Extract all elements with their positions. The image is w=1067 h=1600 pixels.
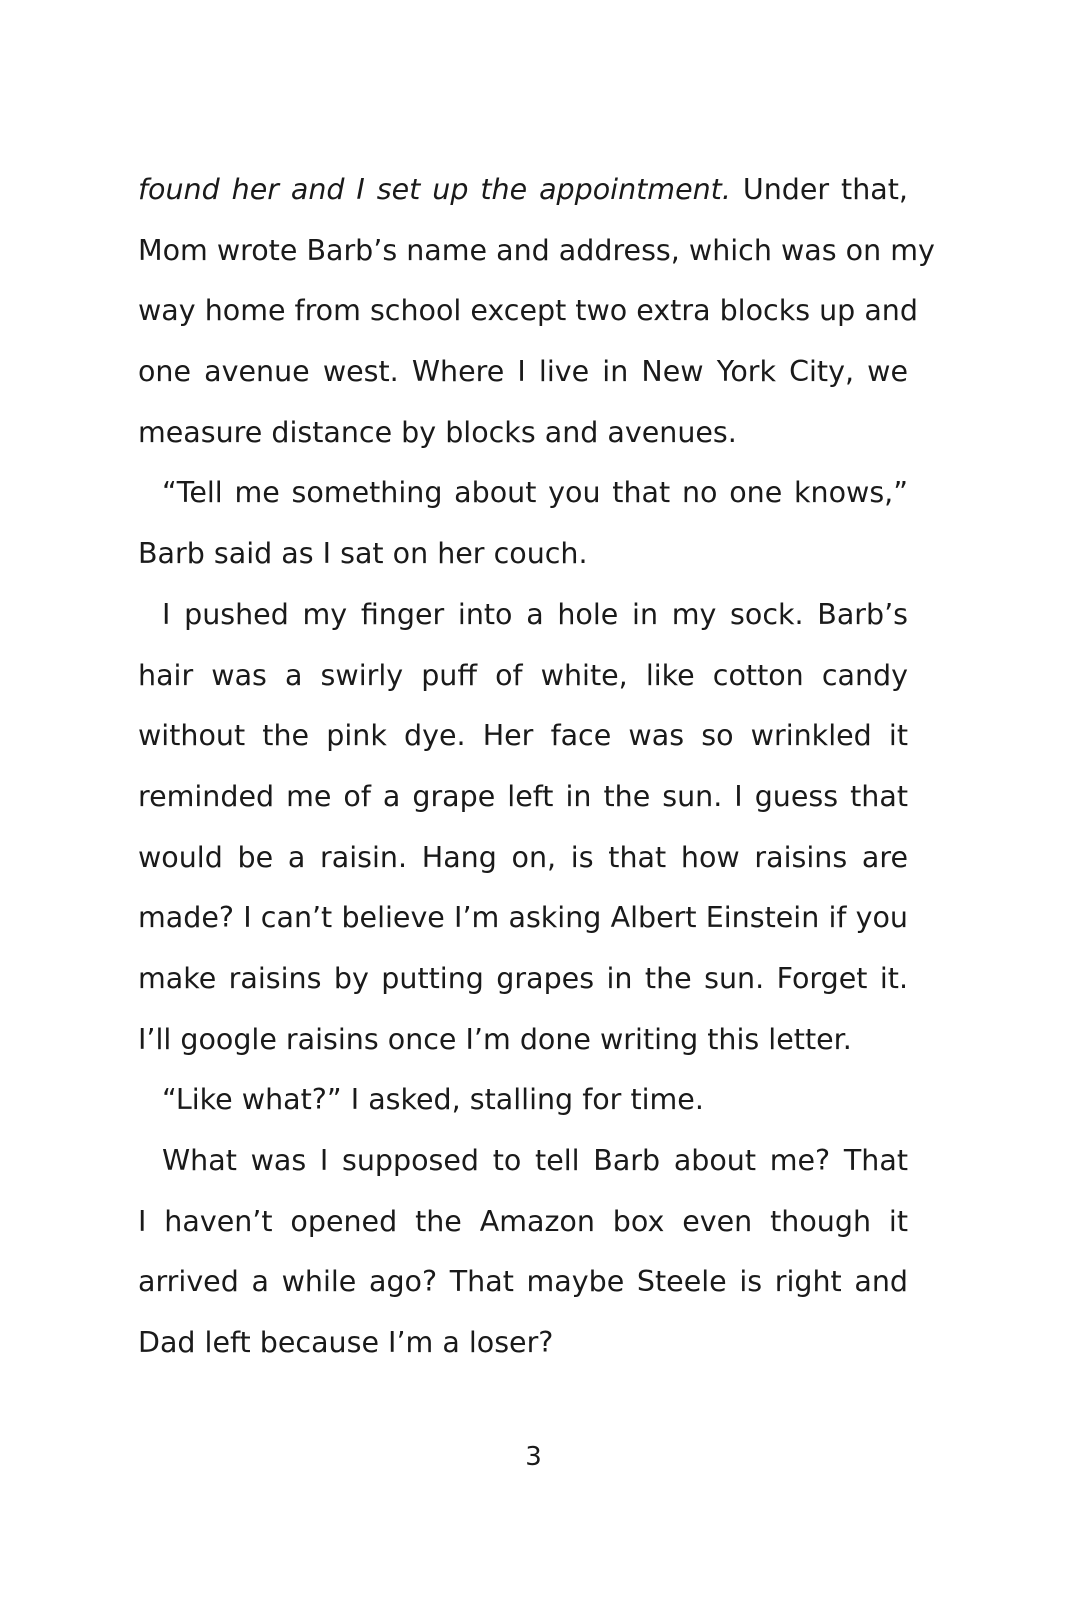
text-line: Barb said as I sat on her couch. (138, 537, 588, 571)
line-text: Under that, (730, 173, 908, 206)
text-line: make raisins by putting grapes in the sun. Forget it. (138, 961, 908, 995)
text-line: I’ll google raisins once I’m done writing this letter. (138, 1022, 852, 1056)
italic-phrase: found her and I set up the appointment. (138, 173, 731, 206)
text-line: What was I supposed to tell Barb about me? That (162, 1144, 908, 1177)
text-line: would be a raisin. Hang on, is that how raisins are (138, 840, 908, 874)
text-line: measure distance by blocks and avenues. (138, 415, 737, 449)
text-line: arrived a while ago? That maybe Steele is right and (138, 1265, 908, 1299)
page-number: 3 (525, 1442, 542, 1472)
text-line: reminded me of a grape left in the sun. I guess that (138, 779, 908, 813)
text-line: without the pink dye. Her face was so wrinkled it (138, 719, 908, 753)
text-line (138, 160, 908, 221)
text-line: hair was a swirly puff of white, like cotton candy (138, 658, 908, 692)
text-line: way home from school except two extra blocks up and (138, 294, 918, 328)
text-line: made? I can’t believe I’m asking Albert Einstein if you (138, 901, 908, 935)
text-line: “Like what?” I asked, stalling for time. (162, 1083, 704, 1117)
text-line: one avenue west. Where I live in New York City, we (138, 355, 908, 389)
text-line: I haven’t opened the Amazon box even though it (138, 1204, 908, 1238)
text-line: Dad left because I’m a loser? (138, 1326, 554, 1360)
text-line: I pushed my finger into a hole in my sock. Barb’s (162, 597, 908, 631)
text-line: Mom wrote Barb’s name and address, which was on my (138, 233, 935, 267)
text-line: “Tell me something about you that no one knows,” (162, 476, 908, 510)
body-text (138, 160, 935, 1374)
